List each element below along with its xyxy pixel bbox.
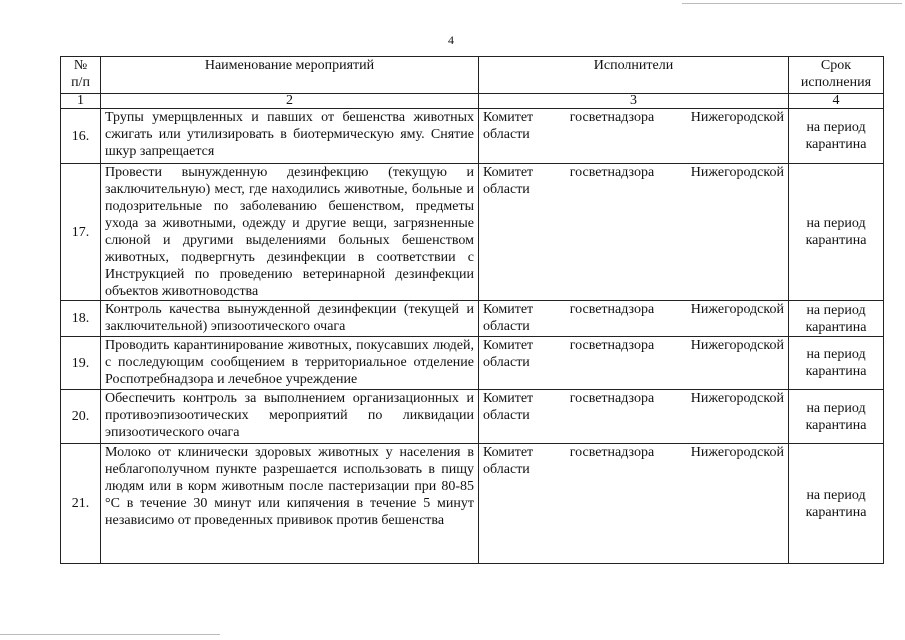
executor-word: Нижегородской [690, 110, 784, 125]
header-name: Наименование мероприятий [101, 57, 479, 94]
executor-word: Комитет [483, 445, 534, 460]
row-number: 19. [61, 337, 101, 390]
table-row [61, 390, 884, 444]
executor-word: Нижегородской [690, 165, 784, 180]
term-line-1: на период [806, 302, 866, 318]
column-number-4: 4 [789, 94, 884, 109]
executor-tail: области [483, 182, 530, 197]
executor-tail: области [483, 355, 530, 370]
executor-word: госветнадзора [569, 302, 655, 317]
scan-artifact-line-top [682, 3, 902, 4]
executor-word: Комитет [483, 110, 534, 125]
executor-word: Комитет [483, 391, 534, 406]
term-line-1: на период [806, 487, 866, 503]
row-measure: Провести вынужденную дезинфекцию (текущую и заключительную) мест, где находились животные, больные и подозрительные по заболеванию бешенством, предметы ухода за животными, одежду и другие вещи, загрязненные слюной и другими выделениями больных бешенством животных, подвергнуть дезинфекции в соответствии с Инструкцией по проведению ветеринарной дезинфекции объектов животноводства [101, 164, 479, 301]
executor-word: Нижегородской [690, 338, 784, 353]
measures-table [60, 56, 884, 564]
executor-word: Комитет [483, 338, 534, 353]
term-line-2: карантина [805, 233, 867, 248]
row-measure: Трупы умерщвленных и павших от бешенства животных сжигать или утилизировать в биотермическую яму. Снятие шкур запрещается [101, 109, 479, 164]
column-number-1: 1 [61, 94, 101, 109]
executor-word: Комитет [483, 165, 534, 180]
table-row [61, 444, 884, 564]
row-term [789, 337, 884, 390]
row-measure: Проводить карантинирование животных, покусавших людей, с последующим сообщением в территориальное отделение Роспотребнадзора и лечебное учреждение [101, 337, 479, 390]
row-executors [479, 444, 789, 564]
executor-tail: области [483, 127, 530, 142]
header-term-line-1: Срок [820, 58, 852, 73]
term-line-1: на период [806, 400, 866, 416]
header-executors: Исполнители [479, 57, 789, 94]
executor-tail: области [483, 408, 530, 423]
term-line-2: карантина [805, 364, 867, 379]
row-term [789, 164, 884, 301]
term-line-2: карантина [805, 137, 867, 152]
executor-word: Нижегородской [690, 445, 784, 460]
table-header-row [61, 57, 884, 94]
row-term [789, 444, 884, 564]
row-executors [479, 337, 789, 390]
row-executors [479, 301, 789, 337]
column-number-row [61, 94, 884, 109]
header-term [789, 57, 884, 94]
table-row [61, 337, 884, 390]
executor-tail: области [483, 319, 530, 334]
term-line-1: на период [806, 347, 866, 362]
executor-word: Нижегородской [690, 302, 784, 317]
table-row [61, 301, 884, 337]
row-executors [479, 164, 789, 301]
row-term [789, 301, 884, 337]
row-number: 16. [61, 109, 101, 164]
executor-word: Нижегородской [690, 391, 784, 406]
term-line-1: на период [806, 120, 866, 135]
row-number: 21. [61, 444, 101, 564]
term-line-2: карантина [805, 417, 867, 433]
row-executors [479, 109, 789, 164]
header-term-line-2: исполнения [800, 75, 872, 90]
table-row [61, 164, 884, 301]
header-number-line-1: № [73, 58, 88, 73]
row-measure: Молоко от клинически здоровых животных у населения в неблагополучном пункте разрешается использовать в пищу людям или в корм животным после пастеризации при 80-85 °С в течение 30 минут или кипячения в течение 5 минут независимо от проведенных прививок против бешенства [101, 444, 479, 564]
row-term [789, 109, 884, 164]
row-measure: Контроль качества вынужденной дезинфекции (текущей и заключительной) эпизоотического очага [101, 301, 479, 337]
executor-word: госветнадзора [569, 338, 655, 353]
row-executors [479, 390, 789, 444]
header-number-line-2: п/п [71, 75, 90, 90]
column-number-3: 3 [479, 94, 789, 109]
executor-word: госветнадзора [569, 165, 655, 180]
row-number: 18. [61, 301, 101, 337]
row-number: 17. [61, 164, 101, 301]
executor-word: госветнадзора [569, 391, 655, 406]
executor-word: госветнадзора [569, 110, 655, 125]
row-measure: Обеспечить контроль за выполнением организационных и противоэпизоотических мероприятий по ликвидации эпизоотического очага [101, 390, 479, 444]
header-number [61, 57, 101, 94]
column-number-2: 2 [101, 94, 479, 109]
row-term [789, 390, 884, 444]
term-line-2: карантина [805, 504, 867, 520]
term-line-1: на период [806, 216, 866, 231]
executor-word: Комитет [483, 302, 534, 317]
term-line-2: карантина [805, 319, 867, 335]
executor-tail: области [483, 462, 530, 477]
page-number: 4 [448, 33, 454, 47]
table-row [61, 109, 884, 164]
executor-word: госветнадзора [569, 445, 655, 460]
row-number: 20. [61, 390, 101, 444]
scan-artifact-line-bottom [0, 634, 220, 635]
